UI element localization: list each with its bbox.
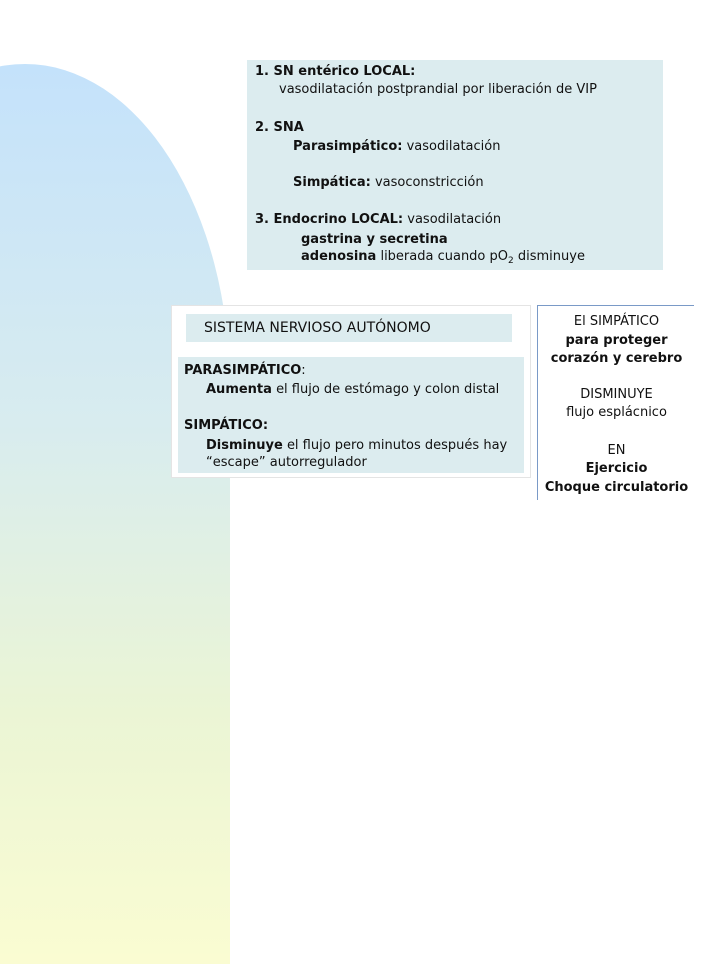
para-label: Aumenta [206, 382, 272, 397]
item2-simp-line [293, 175, 484, 190]
item1-text: vasodilatación postprandial por liberación de VIP [279, 82, 597, 97]
autonomic-box [171, 305, 531, 478]
note-line4: DISMINUYE [580, 387, 653, 402]
item3-title: 3. Endocrino LOCAL: [255, 212, 404, 227]
item3-adenosina-text-post: disminuye [513, 249, 585, 264]
item2-title: 2. SNA [255, 120, 304, 135]
para-text: el flujo de estómago y colon distal [276, 382, 500, 397]
local-regulation-box [247, 60, 663, 270]
note-line2: para proteger [565, 333, 668, 348]
para-line [206, 382, 499, 397]
note-line5: flujo esplácnico [566, 405, 667, 420]
item3-adenosina-sub: 2 [508, 256, 514, 266]
note-line1: El SIMPÁTICO [573, 314, 660, 329]
item2-para-line [293, 139, 500, 154]
note-line3: corazón y cerebro [550, 351, 683, 366]
item1-title: 1. SN entérico LOCAL: [255, 64, 416, 79]
item2-simp-text: vasoconstricción [374, 175, 484, 190]
autonomic-body [178, 357, 524, 473]
simp-title: SIMPÁTICO: [184, 418, 269, 433]
item2-para-text: vasodilatación [406, 139, 501, 154]
simp-text: el flujo pero minutos después hay [286, 438, 508, 453]
item2-para-label: Parasimpático: [293, 139, 403, 154]
sympathetic-note-box [537, 305, 694, 500]
note-line8: Choque circulatorio [544, 480, 689, 495]
note-line7: Ejercicio [585, 461, 648, 476]
simp-text2: “escape” autorregulador [206, 455, 367, 470]
item3-gastrina: gastrina y secretina [301, 232, 448, 247]
item3-adenosina-text-pre: liberada cuando pO [380, 249, 509, 264]
para-colon: : [301, 363, 306, 378]
item2-simp-label: Simpática: [293, 175, 371, 190]
item3-adenosina-label: adenosina [301, 249, 377, 264]
autonomic-header: SISTEMA NERVIOSO AUTÓNOMO [186, 314, 512, 342]
simp-label: Disminuye [206, 438, 283, 453]
item3-text: vasodilatación [407, 212, 502, 227]
simp-line [206, 438, 507, 453]
item3-line [255, 212, 501, 227]
background-shape [0, 64, 230, 964]
note-line6: EN [607, 443, 626, 458]
item3-adenosina-line [301, 249, 585, 266]
para-title: PARASIMPÁTICO [184, 363, 302, 378]
para-title-line [184, 363, 306, 378]
